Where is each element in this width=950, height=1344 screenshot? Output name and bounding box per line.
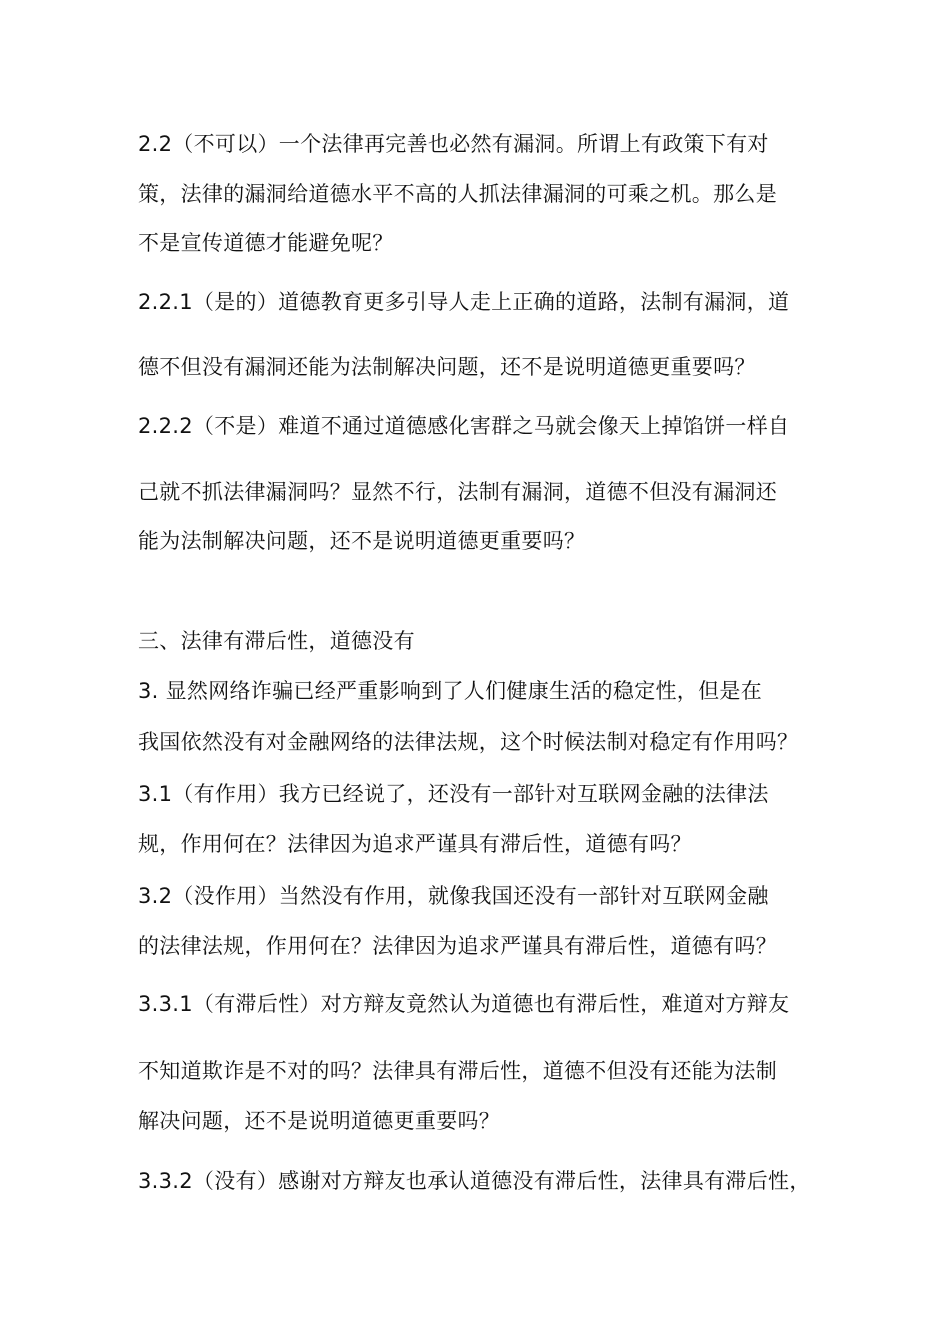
text-line: 的法律法规，作用何在？法律因为追求严谨具有滞后性，道德有吗？ — [138, 934, 777, 958]
text-line: 不知道欺诈是不对的吗？法律具有滞后性，道德不但没有还能为法制 — [138, 1059, 777, 1083]
text-line: 我国依然没有对金融网络的法律法规，这个时候法制对稳定有作用吗？ — [138, 730, 799, 754]
text-line: 2.2（不可以）一个法律再完善也必然有漏洞。所谓上有政策下有对 — [138, 132, 769, 156]
text-line: 3. 显然网络诈骗已经严重影响到了人们健康生活的稳定性，但是在 — [138, 679, 763, 703]
text-line: 2.2.1（是的）道德教育更多引导人走上正确的道路，法制有漏洞，道 — [138, 290, 790, 314]
text-line: 己就不抓法律漏洞吗？显然不行，法制有漏洞，道德不但没有漏洞还 — [138, 480, 777, 504]
text-line: 3.2（没作用）当然没有作用，就像我国还没有一部针对互联网金融 — [138, 884, 769, 908]
text-line: 2.2.2（不是）难道不通过道德感化害群之马就会像天上掉馅饼一样自 — [138, 414, 790, 438]
text-line: 解决问题，还不是说明道德更重要吗？ — [138, 1109, 501, 1133]
text-line: 德不但没有漏洞还能为法制解决问题，还不是说明道德更重要吗？ — [138, 355, 756, 379]
text-line: 策，法律的漏洞给道德水平不高的人抓法律漏洞的可乘之机。那么是 — [138, 182, 777, 206]
text-line: 规，作用何在？法律因为追求严谨具有滞后性，道德有吗？ — [138, 832, 692, 856]
text-line: 能为法制解决问题，还不是说明道德更重要吗？ — [138, 529, 586, 553]
text-line: 3.1（有作用）我方已经说了，还没有一部针对互联网金融的法律法 — [138, 782, 769, 806]
text-line: 3.3.1（有滞后性）对方辩友竟然认为道德也有滞后性，难道对方辩友 — [138, 992, 790, 1016]
text-line: 不是宣传道德才能避免呢？ — [138, 231, 394, 255]
section-heading: 三、法律有滞后性，道德没有 — [138, 629, 415, 653]
text-line: 3.3.2（没有）感谢对方辩友也承认道德没有滞后性，法律具有滞后性， — [138, 1169, 811, 1193]
